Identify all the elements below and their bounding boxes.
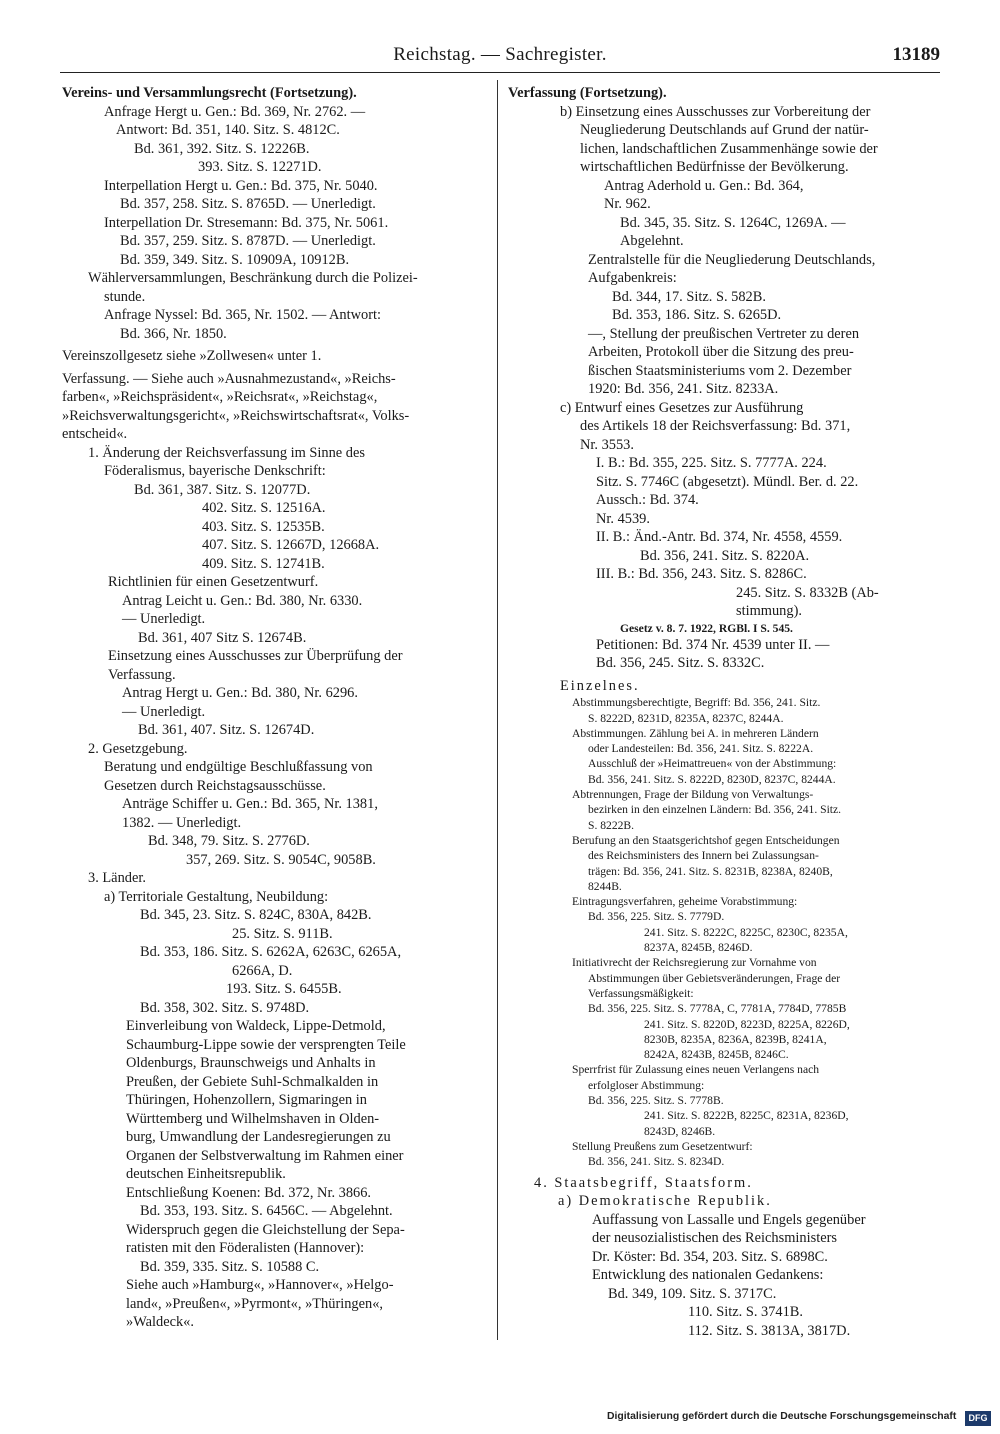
index-line: 8242A, 8243B, 8245B, 8246C. [644, 1048, 789, 1062]
index-line: entscheid«. [62, 426, 128, 442]
index-line: Auffassung von Lassalle und Engels gegenüber [592, 1211, 866, 1228]
index-line: Antrag Aderhold u. Gen.: Bd. 364, [604, 177, 804, 194]
index-line: Abgelehnt. [620, 233, 684, 249]
index-line: Abtrennungen, Frage der Bildung von Verwaltungs- [572, 788, 814, 802]
index-line: Verfassungsmäßigkeit: [588, 986, 694, 1000]
index-line: 8230B, 8235A, 8236A, 8239B, 8241A, [644, 1032, 827, 1046]
index-line: Bd. 356, 225. Sitz. S. 7779D. [588, 910, 725, 924]
index-line: 409. Sitz. S. 12741B. [202, 555, 325, 572]
index-line: ßischen Staatsministeriums vom 2. Dezember [588, 362, 852, 379]
index-line: Bd. 361, 387. Sitz. S. 12077D. [134, 481, 311, 498]
index-line: Schaumburg-Lippe sowie der versprengten Teile [126, 1036, 406, 1053]
index-line: Widerspruch gegen die Gleichstellung der Sepa- [126, 1221, 405, 1238]
index-line: Bd. 348, 79. Sitz. S. 2776D. [148, 833, 310, 849]
index-line: 2. Gesetzgebung. [88, 740, 188, 757]
index-line: Neugliederung Deutschlands auf Grund der natür- [580, 122, 869, 138]
index-line: Bd. 353, 186. Sitz. S. 6262A, 6263C, 6265A, [140, 944, 402, 960]
index-line: 8243D, 8246B. [644, 1124, 716, 1138]
index-line: Bd. 353, 186. Sitz. S. 6265D. [612, 307, 782, 323]
index-line: des Artikels 18 der Reichsverfassung: Bd. 371, [580, 418, 851, 434]
index-line: III. B.: Bd. 356, 243. Sitz. S. 8286C. [596, 566, 807, 582]
index-line: Bd. 366, Nr. 1850. [120, 325, 227, 342]
index-line: Ausschluß der »Heimattreuen« von der Abstimmung: [588, 757, 837, 771]
index-line: Organen der Selbstverwaltung im Rahmen einer [126, 1147, 404, 1164]
index-line: bezirken in den einzelnen Ländern: Bd. 356, 241. Sitz. [588, 803, 842, 817]
index-line: Verfassung. — Siehe auch »Ausnahmezustand«, »Reichs- [62, 370, 396, 387]
index-line: Einverleibung von Waldeck, Lippe-Detmold, [126, 1018, 386, 1034]
index-line: Bd. 361, 407. Sitz. S. 12674D. [138, 722, 315, 738]
index-line: Bd. 356, 241. Sitz. S. 8222D, 8230D, 8237C, 8244A. [588, 772, 836, 786]
index-line: lichen, landschaftlichen Zusammenhänge sowie der [580, 140, 878, 157]
index-line: Bd. 349, 109. Sitz. S. 3717C. [608, 1285, 777, 1302]
index-line: Zentralstelle für die Neugliederung Deutschlands, [588, 251, 876, 268]
index-line: — Unerledigt. [122, 611, 206, 627]
index-line: Bd. 353, 193. Sitz. S. 6456C. — Abgelehnt. [140, 1203, 393, 1219]
page-number: 13189 [892, 44, 940, 65]
index-line: 8237A, 8245B, 8246D. [644, 941, 753, 955]
index-line: der neusozialistischen des Reichsministers [592, 1230, 837, 1246]
index-line: Nr. 962. [604, 196, 651, 212]
index-line: Föderalismus, bayerische Denkschrift: [104, 463, 326, 479]
index-line: I. B.: Bd. 355, 225. Sitz. S. 7777A. 224. [596, 455, 827, 471]
index-line: Verfassung. [108, 666, 176, 683]
index-line: Stellung Preußens zum Gesetzentwurf: [572, 1139, 753, 1153]
index-line: Bd. 361, 407 Sitz S. 12674B. [138, 629, 307, 646]
index-line: 25. Sitz. S. 911B. [232, 925, 333, 942]
index-line: 245. Sitz. S. 8332B (Ab- [736, 584, 879, 601]
index-line: Bd. 358, 302. Sitz. S. 9748D. [140, 999, 310, 1016]
index-line: 1. Änderung der Reichsverfassung im Sinne des [88, 444, 365, 461]
index-line: Bd. 356, 241. Sitz. S. 8234D. [588, 1155, 725, 1169]
index-line: Württemberg und Wilhelmshaven in Olden- [126, 1110, 380, 1127]
index-line: b) Einsetzung eines Ausschusses zur Vorbereitung der [560, 103, 871, 120]
index-line: II. B.: Änd.-Antr. Bd. 374, Nr. 4558, 4559. [596, 529, 843, 545]
index-line: Eintragungsverfahren, geheime Vorabstimmung: [572, 895, 798, 909]
index-line: Beratung und endgültige Beschlußfassung von [104, 759, 373, 775]
index-line: stimmung). [736, 603, 802, 619]
index-line: Dr. Köster: Bd. 354, 203. Sitz. S. 6898C. [592, 1248, 828, 1265]
index-line: ratisten mit den Föderalisten (Hannover): [126, 1240, 365, 1256]
index-line: Entwicklung des nationalen Gedankens: [592, 1267, 824, 1283]
index-line: a) Demokratische Republik. [558, 1193, 772, 1209]
index-line: Anträge Schiffer u. Gen.: Bd. 365, Nr. 1381, [122, 796, 378, 812]
index-line: — Unerledigt. [122, 703, 206, 720]
index-line: 193. Sitz. S. 6455B. [226, 981, 342, 997]
index-line: Entschließung Koenen: Bd. 372, Nr. 3866. [126, 1184, 372, 1201]
index-line: Abstimmungen. Zählung bei A. in mehreren Ländern [572, 726, 819, 740]
index-line: deutschen Einheitsrepublik. [126, 1166, 286, 1182]
index-line: Thüringen, Hohenzollern, Sigmaringen in [126, 1092, 367, 1108]
index-line: 403. Sitz. S. 12535B. [202, 518, 325, 535]
index-line: Nr. 3553. [580, 436, 634, 453]
index-line: 357, 269. Sitz. S. 9054C, 9058B. [186, 851, 376, 868]
right-column [508, 84, 940, 1340]
index-line: Bd. 359, 349. Sitz. S. 10909A, 10912B. [120, 251, 350, 268]
index-line: 241. Sitz. S. 8220D, 8223D, 8225A, 8226D, [644, 1017, 850, 1031]
index-line: Bd. 359, 335. Sitz. S. 10588 C. [140, 1258, 320, 1275]
index-line: Arbeiten, Protokoll über die Sitzung des preu- [588, 344, 854, 360]
index-line: Abstimmungen über Gebietsveränderungen, Frage der [588, 971, 841, 985]
index-line: farben«, »Reichspräsident«, »Reichsrat«, »Reichstag«, [62, 389, 378, 405]
index-line: Aufgabenkreis: [588, 270, 677, 286]
index-line: 407. Sitz. S. 12667D, 12668A. [202, 537, 380, 553]
index-line: 402. Sitz. S. 12516A. [202, 500, 326, 516]
index-line: Antwort: Bd. 351, 140. Sitz. S. 4812C. [116, 122, 340, 138]
index-line: Richtlinien für einen Gesetzentwurf. [108, 574, 319, 590]
index-line: 393. Sitz. S. 12271D. [198, 159, 322, 175]
index-line: Bd. 356, 225. Sitz. S. 7778B. [588, 1094, 724, 1108]
index-line: Interpellation Dr. Stresemann: Bd. 375, Nr. 5061. [104, 214, 389, 231]
page-title: Reichstag. — Sachregister. [393, 44, 607, 65]
index-line: 1382. — Unerledigt. [122, 814, 242, 831]
index-line: Preußen, der Gebiete Suhl-Schmalkalden in [126, 1073, 379, 1090]
index-line: —, Stellung der preußischen Vertreter zu deren [588, 325, 860, 342]
index-line: Oldenburgs, Braunschweigs und Anhalts in [126, 1055, 376, 1071]
index-line: Abstimmungsberechtigte, Begriff: Bd. 356, 241. Sitz. [572, 696, 821, 710]
index-line: Verfassung (Fortsetzung). [508, 85, 667, 101]
index-line: Nr. 4539. [596, 510, 650, 527]
index-line: wirtschaftlichen Bedürfnisse der Bevölkerung. [580, 159, 849, 175]
index-line: Vereins- und Versammlungsrecht (Fortsetzung). [62, 85, 357, 101]
index-line: Bd. 345, 35. Sitz. S. 1264C, 1269A. — [620, 214, 846, 231]
index-line: 4. Staatsbegriff, Staatsform. [534, 1174, 753, 1191]
index-line: 110. Sitz. S. 3741B. [688, 1304, 804, 1320]
index-line: burg, Umwandlung der Landesregierungen zu [126, 1129, 391, 1145]
index-line: »Reichsverwaltungsgericht«, »Reichswirtschaftsrat«, Volks- [62, 407, 410, 424]
index-line: trägen: Bd. 356, 241. Sitz. S. 8231B, 8238A, 8240B, [588, 864, 833, 878]
index-line: Initiativrecht der Reichsregierung zur Vornahme von [572, 956, 817, 970]
dfg-logo: DFG [965, 1411, 991, 1426]
index-line: Petitionen: Bd. 374 Nr. 4539 unter II. — [596, 636, 830, 653]
index-line: Antrag Hergt u. Gen.: Bd. 380, Nr. 6296. [122, 685, 358, 701]
index-line: 1920: Bd. 356, 241. Sitz. 8233A. [588, 381, 779, 397]
index-line: Bd. 357, 258. Sitz. S. 8765D. — Unerledigt. [120, 196, 376, 212]
index-line: Bd. 361, 392. Sitz. S. 12226B. [134, 140, 310, 157]
index-line: Sperrfrist für Zulassung eines neuen Verlangens nach [572, 1063, 820, 1077]
index-line: S. 8222D, 8231D, 8235A, 8237C, 8244A. [588, 711, 784, 725]
index-line: 241. Sitz. S. 8222B, 8225C, 8231A, 8236D, [644, 1109, 849, 1123]
index-line: Einsetzung eines Ausschusses zur Überprüfung der [108, 648, 403, 664]
index-line: oder Landesteilen: Bd. 356, 241. Sitz. S. 8222A. [588, 742, 814, 756]
index-line: erfolgloser Abstimmung: [588, 1078, 705, 1092]
index-line: a) Territoriale Gestaltung, Neubildung: [104, 888, 329, 905]
header-rule [60, 72, 940, 73]
index-line: Gesetz v. 8. 7. 1922, RGBl. I S. 545. [620, 621, 793, 635]
index-line: 8244B. [588, 879, 622, 893]
left-column [62, 84, 488, 1332]
footer-credit: Digitalisierung gefördert durch die Deutsche Forschungsgemeinschaft [607, 1411, 957, 1422]
index-line: Aussch.: Bd. 374. [596, 492, 699, 508]
index-line: Bd. 357, 259. Sitz. S. 8787D. — Unerledigt. [120, 233, 376, 249]
index-line: »Waldeck«. [126, 1314, 194, 1330]
index-line: Bd. 356, 245. Sitz. S. 8332C. [596, 655, 765, 672]
index-line: Berufung an den Staatsgerichtshof gegen Entscheidungen [572, 833, 840, 847]
index-line: Gesetzen durch Reichstagsausschüsse. [104, 777, 326, 794]
index-line: Siehe auch »Hamburg«, »Hannover«, »Helgo- [126, 1277, 394, 1293]
index-line: c) Entwurf eines Gesetzes zur Ausführung [560, 399, 804, 416]
index-line: 3. Länder. [88, 870, 146, 886]
index-line: 241. Sitz. S. 8222C, 8225C, 8230C, 8235A, [644, 925, 848, 939]
index-line: Einzelnes. [560, 677, 640, 694]
index-line: Bd. 344, 17. Sitz. S. 582B. [612, 288, 766, 305]
index-line: Anfrage Nyssel: Bd. 365, Nr. 1502. — Antwort: [104, 307, 381, 323]
index-line: Bd. 345, 23. Sitz. S. 824C, 830A, 842B. [140, 907, 372, 923]
index-line: des Reichsministers des Innern bei Zulassungsan- [588, 849, 819, 863]
index-line: Wählerversammlungen, Beschränkung durch die Polizei- [88, 270, 418, 286]
index-line: Interpellation Hergt u. Gen.: Bd. 375, Nr. 5040. [104, 177, 378, 194]
index-line: 6266A, D. [232, 962, 293, 979]
index-line: Bd. 356, 225. Sitz. S. 7778A, C, 7781A, 7784D, 7785B [588, 1002, 847, 1016]
index-line: Sitz. S. 7746C (abgesetzt). Mündl. Ber. d. 22. [596, 473, 859, 490]
index-line: Antrag Leicht u. Gen.: Bd. 380, Nr. 6330. [122, 592, 363, 609]
index-line: 112. Sitz. S. 3813A, 3817D. [688, 1322, 851, 1339]
index-line: S. 8222B. [588, 818, 635, 832]
index-line: stunde. [104, 288, 146, 305]
index-line: Bd. 356, 241. Sitz. S. 8220A. [640, 547, 810, 564]
index-line: land«, »Preußen«, »Pyrmont«, »Thüringen«, [126, 1295, 384, 1312]
column-divider [497, 80, 498, 1340]
index-line: Vereinszollgesetz siehe »Zollwesen« unter 1. [62, 348, 322, 364]
page-header [60, 42, 940, 72]
index-line: Anfrage Hergt u. Gen.: Bd. 369, Nr. 2762. — [104, 103, 366, 120]
